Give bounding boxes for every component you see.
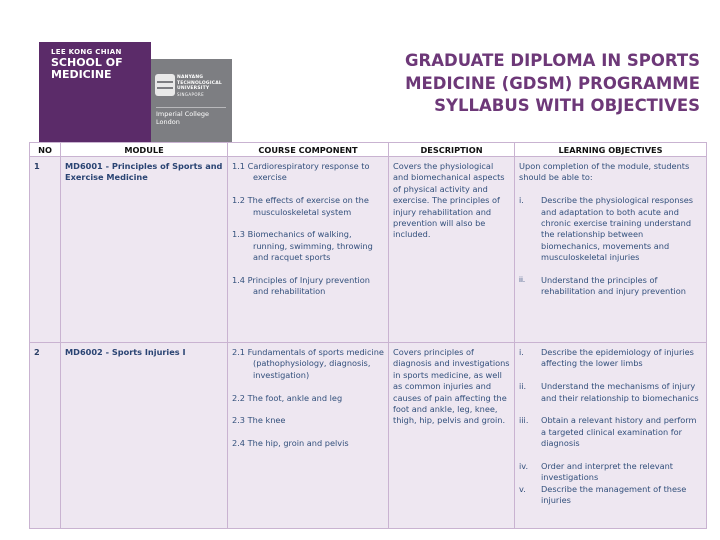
ntu-line1: NANYANG bbox=[177, 75, 204, 80]
objective-text: Describe the management of these injuries bbox=[541, 483, 687, 506]
description: Covers the physiological and biomechanical aspects of physical activity and exercise. The principles of injury rehabilitation and prevention will also be included. bbox=[389, 157, 515, 343]
title-line2: MEDICINE (GDSM) PROGRAMME bbox=[405, 73, 700, 93]
icl-line2: London bbox=[156, 118, 180, 126]
ntu-seal-bar bbox=[157, 87, 173, 89]
objective-text: Understand the mechanisms of injury and their relationship to biomechanics bbox=[541, 381, 699, 403]
ntu-seal-icon bbox=[155, 74, 175, 96]
objective-item bbox=[519, 381, 702, 404]
objective-text: Understand the principles of rehabilitation and injury prevention bbox=[541, 275, 686, 297]
logo-school-line3: MEDICINE bbox=[51, 68, 112, 81]
component-item: 2.2 The foot, ankle and leg bbox=[232, 392, 343, 403]
ntu-singapore: SINGAPORE bbox=[177, 92, 205, 97]
ntu-line2: TECHNOLOGICAL bbox=[177, 80, 222, 86]
objective-item bbox=[519, 415, 702, 449]
objectives-intro: Upon completion of the module, students should be able to: bbox=[519, 161, 690, 183]
component-item: 1.2 The effects of exercise on the musculoskeletal system bbox=[232, 195, 369, 217]
objective-number: iii. bbox=[519, 415, 529, 426]
objective-number: ii. bbox=[519, 276, 526, 285]
logo-school-name bbox=[51, 57, 123, 81]
learning-objectives bbox=[515, 157, 707, 343]
module-name: MD6002 - Sports Injuries I bbox=[61, 343, 228, 529]
objective-item bbox=[519, 275, 702, 298]
header-course-component: COURSE COMPONENT bbox=[228, 143, 389, 157]
logo-school-line1: LEE KONG CHIAN bbox=[51, 48, 122, 56]
objective-item bbox=[519, 347, 702, 370]
objective-item bbox=[519, 484, 702, 507]
objective-number: i. bbox=[519, 195, 524, 206]
objective-item bbox=[519, 195, 702, 263]
learning-objectives bbox=[515, 343, 707, 529]
title-line3: SYLLABUS WITH OBJECTIVES bbox=[434, 96, 700, 115]
objective-text: Order and interpret the relevant investigations bbox=[541, 461, 674, 483]
objective-number: iv. bbox=[519, 461, 529, 472]
header-description: DESCRIPTION bbox=[389, 143, 515, 157]
course-components bbox=[228, 343, 389, 529]
ntu-seal-bar bbox=[157, 81, 173, 83]
objective-text: Describe the epidemiology of injuries affecting the lower limbs bbox=[541, 347, 694, 369]
ntu-name bbox=[177, 75, 222, 92]
table-row bbox=[30, 157, 707, 343]
component-item: 1.4 Principles of Injury prevention and rehabilitation bbox=[232, 275, 370, 297]
objective-number: ii. bbox=[519, 381, 527, 392]
row-number: 1 bbox=[30, 157, 61, 343]
objective-item bbox=[519, 461, 702, 484]
objective-text: Describe the physiological responses and adaptation to both acute and chronic exercise training understand the relationship between biomechanics, movements and musculoskeletal injuries bbox=[541, 195, 694, 263]
partner-logos bbox=[151, 59, 232, 143]
lkc-medicine-logo bbox=[39, 42, 151, 143]
course-components bbox=[228, 157, 389, 343]
imperial-logo bbox=[156, 110, 209, 126]
row-number: 2 bbox=[30, 343, 61, 529]
title-line1: GRADUATE DIPLOMA IN SPORTS bbox=[405, 51, 700, 70]
component-item: 2.4 The hip, groin and pelvis bbox=[232, 438, 349, 449]
component-item: 1.1 Cardiorespiratory response to exercise bbox=[232, 161, 370, 183]
component-item: 2.3 The knee bbox=[232, 415, 286, 426]
header-no: NO bbox=[30, 143, 61, 157]
ntu-line3: UNIVERSITY bbox=[177, 86, 210, 91]
logo-school-line2: SCHOOL OF bbox=[51, 56, 123, 69]
icl-line1: Imperial College bbox=[156, 110, 209, 118]
logo-divider bbox=[156, 107, 226, 108]
module-name: MD6001 - Principles of Sports and Exercise Medicine bbox=[61, 157, 228, 343]
objective-number: v. bbox=[519, 483, 526, 494]
objective-text: Obtain a relevant history and perform a targeted clinical examination for diagnosis bbox=[541, 415, 697, 449]
component-item: 2.1 Fundamentals of sports medicine (pathophysiology, diagnosis, investigation) bbox=[232, 347, 384, 380]
table-header-row bbox=[30, 143, 707, 157]
page-title bbox=[280, 50, 700, 118]
syllabus-table bbox=[29, 142, 707, 529]
component-item: 1.3 Biomechanics of walking, running, swimming, throwing and racquet sports bbox=[232, 229, 373, 263]
header-module: MODULE bbox=[61, 143, 228, 157]
objective-number: i. bbox=[519, 347, 524, 357]
table-row bbox=[30, 343, 707, 529]
header-learning-objectives: LEARNING OBJECTIVES bbox=[515, 143, 707, 157]
description: Covers principles of diagnosis and investigations in sports medicine, as well as common injuries and causes of pain affecting the foot and ankle, leg, knee, thigh, hip, pelvis and groin. bbox=[389, 343, 515, 529]
